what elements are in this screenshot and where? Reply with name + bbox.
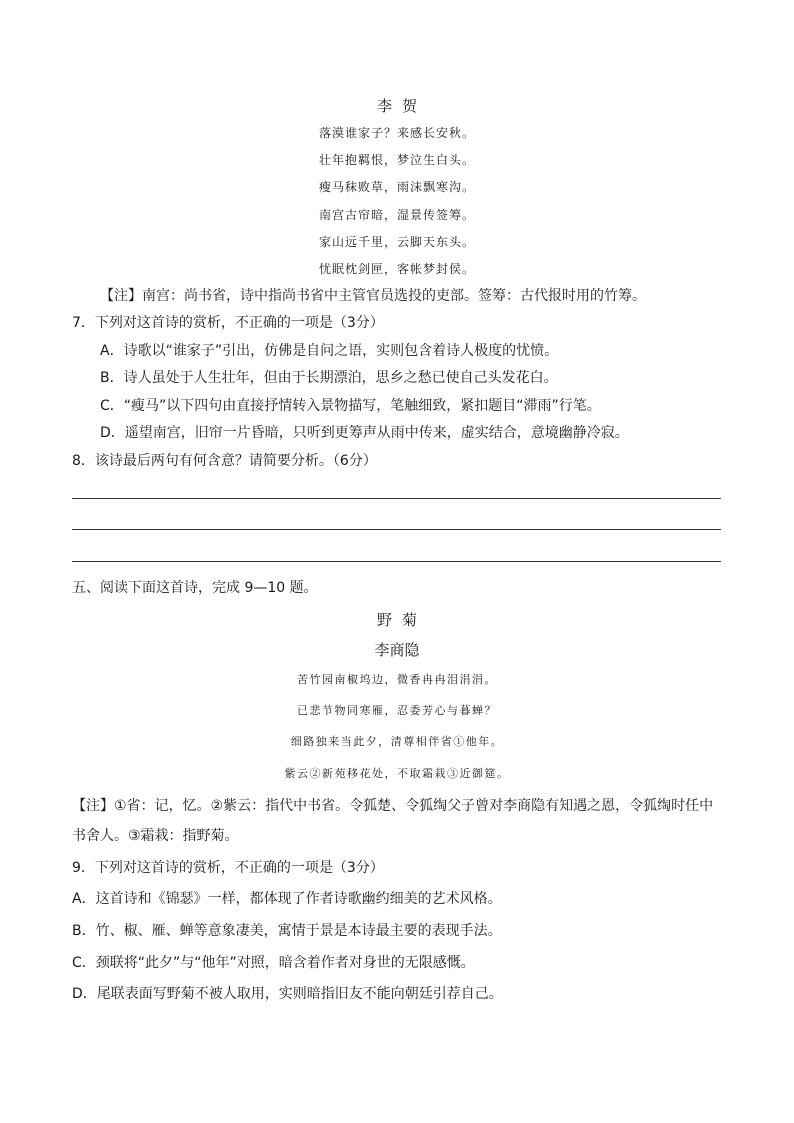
- poem2-title: 野菊: [376, 611, 427, 629]
- question-8-stem: 8．该诗最后两句有何含意？请简要分析。（6分）: [72, 453, 377, 469]
- question-9-option-d: D．尾联表面写野菊不被人取用，实则暗指旧友不能向朝廷引荐自己。: [72, 986, 503, 1002]
- poem1-line: 南宫古帘暗，湿景传签筹。: [318, 208, 475, 222]
- question-7-option-c: C．“瘦马”以下四句由直接抒情转入景物描写，笔触细致，紧扣题目“滞雨”行笔。: [100, 398, 601, 414]
- poem2-line: 细路独来当此夕，清尊相伴省①他年。: [290, 735, 504, 748]
- poem2-line: 紫云②新苑移花处，不取霜栽③近御筵。: [284, 767, 510, 780]
- poem1-note: 【注】南宫：尚书省，诗中指尚书省中主管官员选投的吏部。签筹：古代报时用的竹筹。: [100, 288, 646, 304]
- poem1-line: 忧眠枕剑匣，客帐梦封侯。: [318, 262, 475, 276]
- answer-line[interactable]: [72, 529, 721, 530]
- answer-line[interactable]: [72, 561, 721, 562]
- question-9-option-b: B．竹、椒、雁、蝉等意象凄美，寓情于景是本诗最主要的表现手法。: [72, 923, 502, 939]
- poem1-line: 家山远千里，云脚天东头。: [318, 235, 475, 249]
- question-7-stem: 7．下列对这首诗的赏析，不正确的一项是（3分）: [72, 315, 384, 331]
- poem1-line: 瘦马秣败草，雨沫飘寒沟。: [318, 180, 475, 194]
- question-7-option-d: D．遥望南宫，旧帘一片昏暗，只听到更筹声从雨中传来，虚实结合，意境幽静冷寂。: [100, 425, 629, 441]
- section-5-heading: 五、阅读下面这首诗，完成 9—10 题。: [72, 580, 318, 596]
- poem2-line: 苦竹园南椒坞边，微香冉冉泪涓涓。: [297, 673, 497, 686]
- question-7-option-b: B．诗人虽处于人生壮年，但由于长期漂泊，思乡之愁已使自己头发花白。: [100, 370, 558, 386]
- question-7-option-a: A．诗歌以“谁家子”引出，仿佛是自问之语，实则包含着诗人极度的忧愤。: [100, 343, 559, 359]
- poem2-note-line-1: 【注】①省：记，忆。②紫云：指代中书省。令狐楚、令狐绹父子曾对李商隐有知遇之恩，令狐绹时任中: [72, 798, 714, 814]
- poem2-line: 已悲节物同寒雁，忍委芳心与暮蝉？: [297, 704, 497, 717]
- poem2-note-line-2: 书舍人。③霜栽：指野菊。: [72, 828, 239, 844]
- question-9-stem: 9．下列对这首诗的赏析，不正确的一项是（3分）: [72, 860, 384, 876]
- poem2-author: 李商隐: [374, 641, 420, 659]
- answer-line[interactable]: [72, 498, 721, 499]
- poem1-line: 壮年抱羁恨，梦泣生白头。: [318, 153, 475, 167]
- question-9-option-c: C．颈联将“此夕”与“他年”对照，暗含着作者对身世的无限感慨。: [72, 955, 475, 971]
- poem1-line: 落漠谁家子？来感长安秋。: [318, 126, 475, 140]
- question-9-option-a: A．这首诗和《锦瑟》一样，都体现了作者诗歌幽约细美的艺术风格。: [72, 891, 502, 907]
- poem1-author: 李贺: [376, 97, 427, 115]
